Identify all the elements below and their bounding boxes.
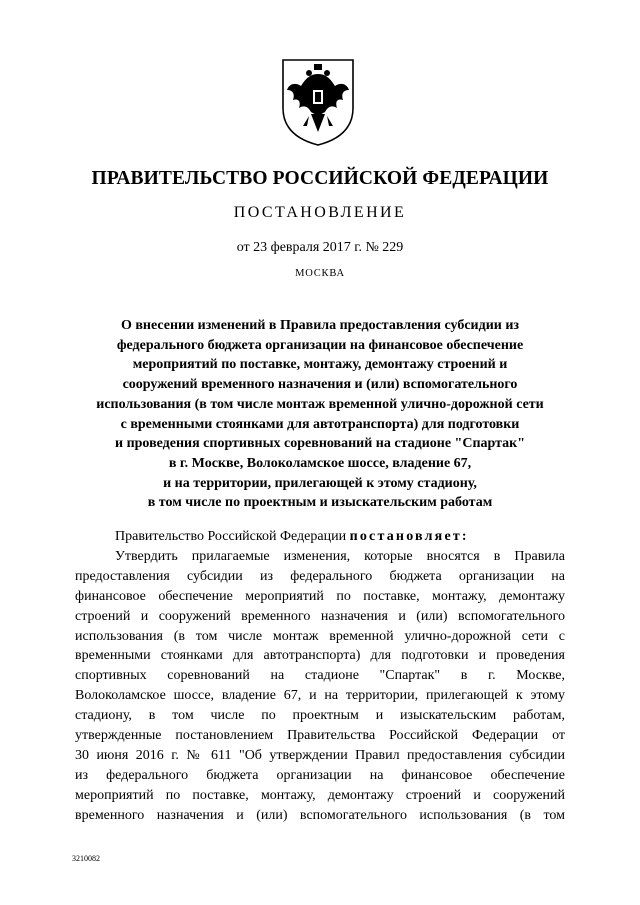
document-date-number: от 23 февраля 2017 г. № 229	[236, 240, 404, 255]
decree-heading	[60, 316, 580, 513]
heading-line: федерального бюджета организации на финансовое обеспечение	[116, 337, 524, 353]
decree-verb: постановляет:	[349, 529, 469, 544]
body-line: временными стоянками для автотранспорта) для подготовки и проведения	[75, 648, 565, 664]
body-line: 30 июня 2016 г. № 611 "Об утверждении Правил предоставления субсидии	[75, 747, 565, 763]
body-line: стадиону, в том числе по проектным и изыскательским работам,	[75, 708, 565, 724]
heading-line: сооружений временного назначения и (или) вспомогательного	[122, 377, 518, 393]
government-title: ПРАВИТЕЛЬСТВО РОССИЙСКОЙ ФЕДЕРАЦИИ	[91, 168, 549, 189]
body-line: временного назначения и (или) вспомогательного использования (в том	[75, 807, 565, 823]
body-line: из федерального бюджета организации на финансовое обеспечение	[75, 767, 565, 783]
heading-line: О внесении изменений в Правила предоставления субсидии из	[120, 318, 520, 333]
body-line: мероприятий по поставке, монтажу, демонтажу строений и сооружений	[75, 787, 565, 803]
body-line: утвержденные постановлением Правительства Российской Федерации от	[75, 728, 565, 744]
body-line: Волоколамское шоссе, владение 67, и на территории, прилегающей к этому	[75, 688, 565, 704]
document-type: ПОСТАНОВЛЕНИЕ	[233, 204, 407, 221]
decree-body	[75, 527, 565, 826]
heading-line: с временными стоянками для автотранспорта) для подготовки	[120, 416, 520, 432]
heading-line: мероприятий по поставке, монтажу, демонтажу строений и	[132, 357, 508, 373]
coat-of-arms-emblem	[279, 56, 357, 148]
document-city: МОСКВА	[295, 268, 345, 279]
decree-intro: Правительство Российской Федерации	[115, 529, 350, 544]
heading-line: и проведения спортивных соревнований на стадионе "Спартак"	[115, 436, 525, 452]
decree-intro-line	[75, 527, 565, 547]
body-line: спортивных соревнований на стадионе "Спартак" в г. Москве,	[75, 668, 565, 684]
heading-line: использования (в том числе монтаж временной улично-дорожной сети	[96, 396, 544, 412]
body-line: строений и сооружений временного назначения и (или) вспомогательного	[75, 608, 565, 624]
heading-line: в том числе по проектным и изыскательским работам	[147, 495, 493, 511]
document-code: 3210082	[72, 854, 100, 863]
body-line: Утвердить прилагаемые изменения, которые вносятся в Правила	[115, 548, 565, 564]
body-line: использования (в том числе монтаж временной улично-дорожной сети с	[75, 628, 565, 644]
heading-line: в г. Москве, Волоколамское шоссе, владение 67,	[168, 455, 472, 471]
heading-line: и на территории, прилегающей к этому стадиону,	[163, 475, 477, 491]
body-line: предоставления субсидии из федерального бюджета организации на	[75, 568, 565, 584]
body-line: финансовое обеспечение мероприятий по поставке, монтажу, демонтажу	[75, 588, 565, 604]
